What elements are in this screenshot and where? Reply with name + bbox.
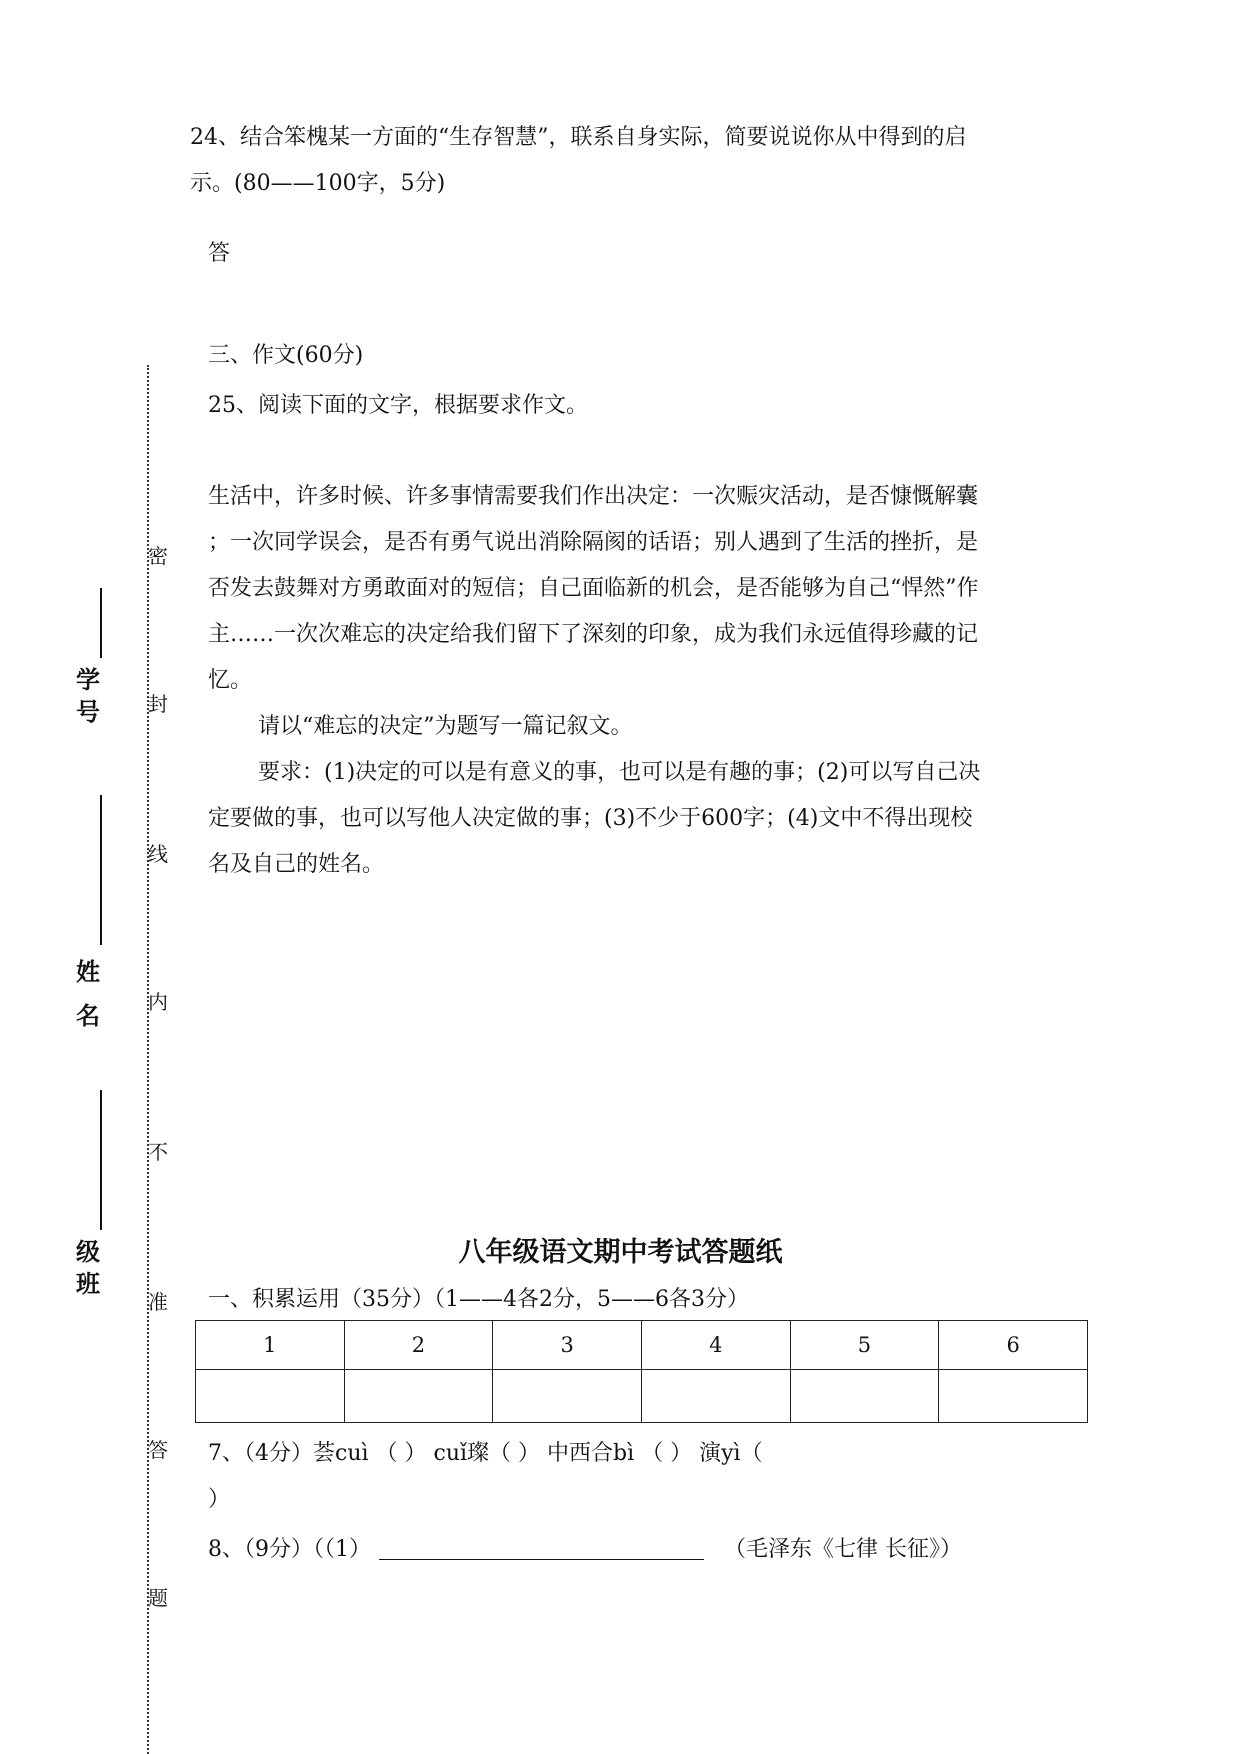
answer-cell[interactable] [939, 1370, 1088, 1423]
seal-dotted-line [147, 365, 149, 1754]
q25-prompt [208, 474, 1088, 888]
answer-table [195, 1320, 1088, 1423]
q25-requirements-line: 名及自己的姓名。 [208, 852, 385, 877]
answer-cell[interactable] [790, 1370, 939, 1423]
section3-heading: 三、作文(60分) [208, 343, 364, 368]
seal-char: 线 [148, 842, 168, 866]
q25-prompt-line: ；一次同学误会，是否有勇气说出消除隔阂的话语；别人遇到了生活的挫折，是 [208, 530, 979, 555]
name-label: 姓 名 [76, 957, 100, 1030]
answer-cell[interactable] [196, 1370, 345, 1423]
q25-prompt-line: 生活中，许多时候、许多事情需要我们作出决定：一次赈灾活动，是否慷慨解囊 [208, 484, 979, 509]
answer-cell[interactable] [344, 1370, 493, 1423]
q24-line1: 24、结合笨槐某一方面的“生存智慧”，联系自身实际，简要说说你从中得到的启 [190, 125, 967, 150]
table-header: 5 [790, 1321, 939, 1370]
q8-source: （毛泽东《七律 长征》） [724, 1537, 962, 1562]
seal-char: 准 [148, 1290, 168, 1314]
seal-char: 题 [148, 1586, 168, 1610]
seal-char: 密 [148, 544, 168, 568]
class-label: 级 班 [76, 1237, 100, 1298]
class-line[interactable] [100, 1090, 102, 1230]
q25-prompt-line: 否发去鼓舞对方勇敢面对的短信；自己面临新的机会，是否能够为自己“悍然”作 [208, 576, 979, 601]
q7-line2: ） [208, 1487, 231, 1512]
q7-line1: 7、（4分）荟cuì （ ） cuǐ璨（ ） 中西合bì （ ） 演yì（ [208, 1441, 763, 1466]
section1-heading: 一、积累运用（35分）（1——4各2分，5——6各3分） [208, 1287, 749, 1312]
q8-prefix: 8、（9分）（（1） [208, 1537, 371, 1562]
seal-char: 封 [148, 692, 168, 716]
answer-cell[interactable] [641, 1370, 790, 1423]
q25-requirements-line: 定要做的事，也可以写他人决定做的事；(3)不少于600字；(4)文中不得出现校 [208, 806, 973, 831]
q8-line [208, 1532, 962, 1563]
q25-prompt-line: 忆。 [208, 668, 253, 693]
table-header: 6 [939, 1321, 1088, 1370]
q25-intro: 25、阅读下面的文字，根据要求作文。 [208, 393, 588, 418]
seal-char: 答 [148, 1438, 168, 1462]
q24-line2: 示。(80——100字，5分) [190, 171, 446, 196]
seal-char: 内 [148, 990, 168, 1014]
seal-char: 不 [148, 1140, 168, 1164]
answer-cell[interactable] [493, 1370, 642, 1423]
student-id-line[interactable] [100, 588, 102, 658]
table-header: 3 [493, 1321, 642, 1370]
name-line[interactable] [100, 795, 102, 945]
q25-requirements-line: 要求：(1)决定的可以是有意义的事，也可以是有趣的事；(2)可以写自己决 [258, 760, 981, 785]
q8-blank[interactable] [379, 1539, 704, 1560]
table-header: 1 [196, 1321, 345, 1370]
student-id-label: 学 号 [76, 665, 100, 726]
q25-title-instruction: 请以“难忘的决定”为题写一篇记叙文。 [258, 714, 633, 739]
q24-answer-label: 答 [208, 241, 231, 266]
q25-prompt-line: 主……一次次难忘的决定给我们留下了深刻的印象，成为我们永远值得珍藏的记 [208, 622, 979, 647]
answer-sheet-title: 八年级语文期中考试答题纸 [458, 1237, 783, 1268]
table-header: 4 [641, 1321, 790, 1370]
table-header: 2 [344, 1321, 493, 1370]
